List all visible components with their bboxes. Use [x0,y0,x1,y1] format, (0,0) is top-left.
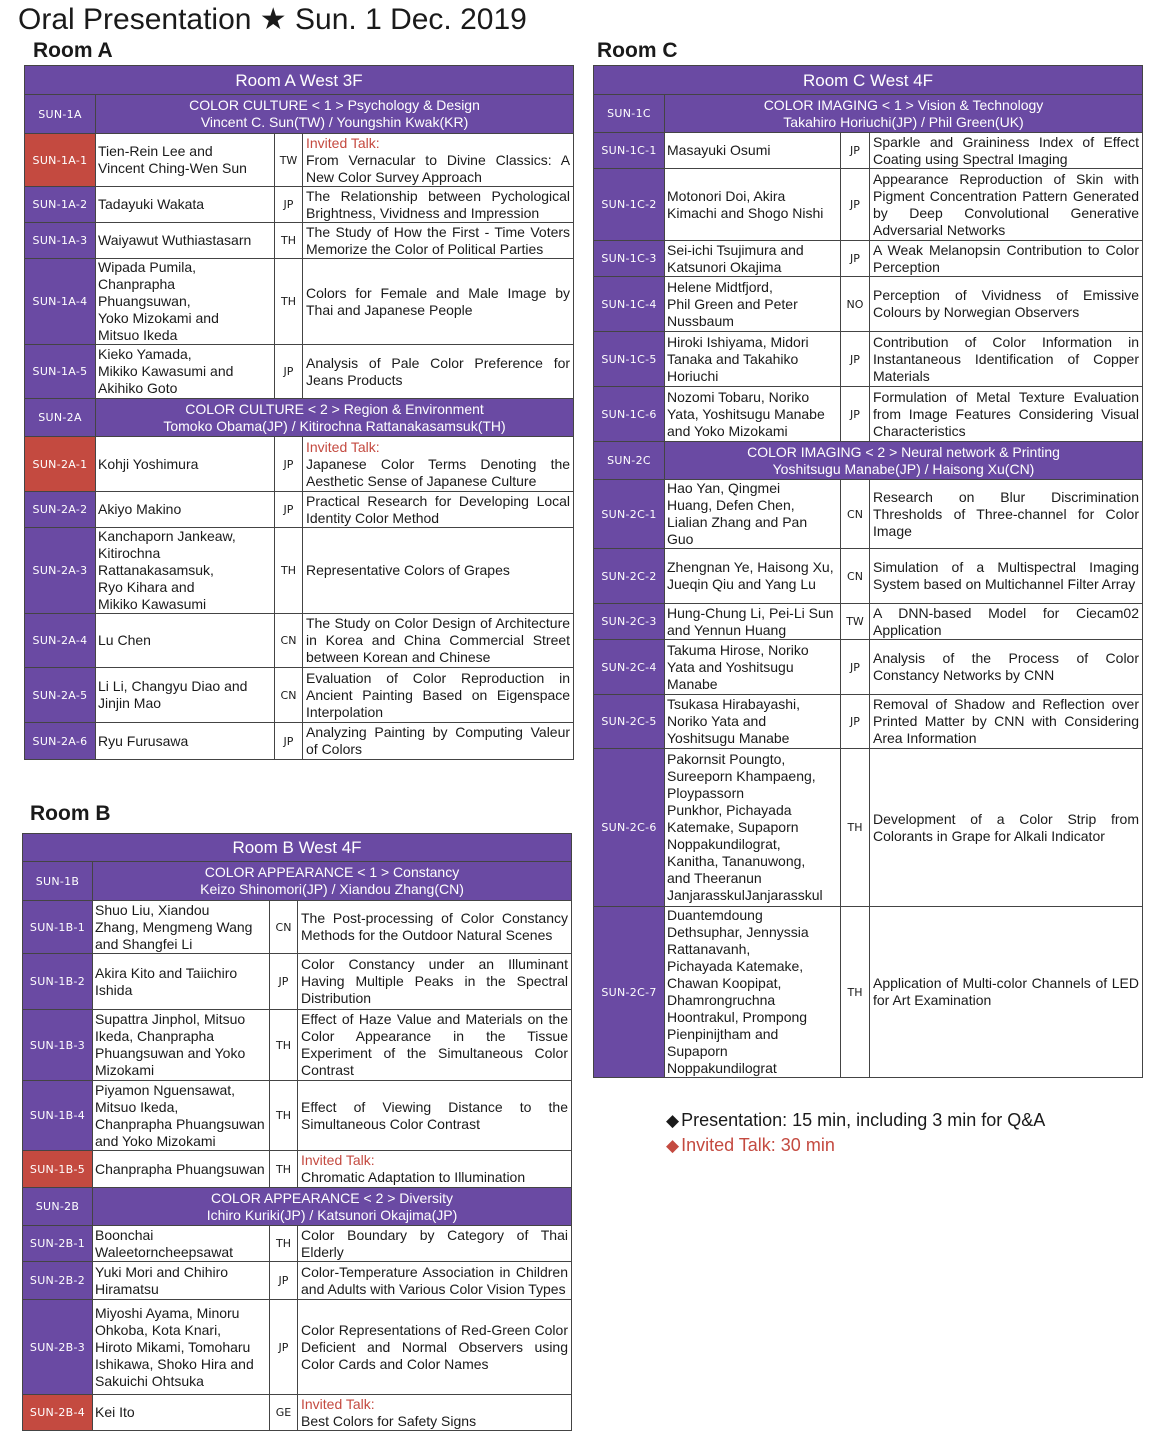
paper-country: TH [270,1151,298,1188]
paper-row [23,1010,572,1081]
paper-title: Colors for Female and Male Image by Thai and Japanese People [306,284,571,318]
paper-row [25,614,574,668]
invited-talk-label: Invited Talk: [301,1152,375,1168]
paper-code: SUN-1B-4 [23,1081,93,1151]
room-header-row [25,66,574,95]
paper-title-cell [303,223,574,259]
paper-country: GE [270,1395,298,1431]
paper-title-cell [870,695,1143,749]
paper-title-cell [870,169,1143,241]
paper-authors: Boonchai Waleetorncheepsawat [93,1226,270,1262]
session-code: SUN-1B [23,862,93,901]
paper-authors: Tadayuki Wakata [96,187,275,223]
paper-code: SUN-1A-5 [25,345,96,399]
paper-row [25,223,574,259]
paper-country: JP [841,695,870,749]
paper-title: Removal of Shadow and Reflection over Printed Matter by CNN with Considering Area Information [873,696,1139,746]
paper-authors: Masayuki Osumi [665,133,841,169]
invited-talk-label: Invited Talk: [306,438,380,455]
paper-row [594,604,1143,640]
paper-row [594,332,1143,387]
paper-title-cell [303,528,574,614]
paper-title-cell [303,723,574,760]
paper-country: TW [841,604,870,640]
paper-title-cell [298,1300,572,1395]
session-code: SUN-2C [594,442,665,480]
paper-code: SUN-2A-3 [25,528,96,614]
session-header-row [25,95,574,134]
paper-authors: Piyamon Nguensawat, Mitsuo Ikeda, Chanprapha Phuangsuwan and Yoko Mizokami [93,1081,270,1151]
paper-code: SUN-2B-1 [23,1226,93,1262]
paper-authors: Hao Yan, Qingmei Huang, Defen Chen, Lialian Zhang and Pan Guo [665,480,841,549]
paper-row [25,345,574,399]
paper-country: JP [275,723,303,760]
session-title: COLOR CULTURE < 2 > Region & Environment [185,400,484,417]
paper-country: JP [841,332,870,387]
paper-code: SUN-1A-1 [25,134,96,187]
paper-authors: Li Li, Changyu Diao and Jinjin Mao [96,668,275,723]
paper-title-cell [298,954,572,1010]
session-title-cell [96,399,574,437]
paper-row [594,277,1143,332]
paper-title-cell [870,549,1143,604]
paper-title-cell [303,187,574,223]
paper-code: SUN-1C-4 [594,277,665,332]
paper-code: SUN-2C-7 [594,907,665,1078]
paper-country: JP [275,345,303,399]
session-code: SUN-1C [594,95,665,133]
paper-row [25,134,574,187]
paper-row [23,901,572,954]
paper-authors: Duantemdoung Dethsuphar, Jennyssia Rattanavanh, Pichayada Katemake, Chawan Koopipat, Dhamrongruchna Hoontrakul, Prompong Pienpinijtham and Supaporn Noppakundilograt [665,907,841,1078]
paper-code: SUN-2A-1 [25,437,96,492]
paper-title: The Study on Color Design of Architecture in Korea and China Commercial Street between Korean and Chinese [306,615,571,665]
paper-authors: Shuo Liu, Xiandou Zhang, Mengmeng Wang and Shangfei Li [93,901,270,954]
paper-country: TH [270,1081,298,1151]
session-header-row [594,442,1143,480]
diamond-icon: ◆ [666,1136,680,1155]
paper-title: Appearance Reproduction of Skin with Pigment Concentration Pattern Generated by Deep Convolutional Generative Adversarial Networks [873,170,1139,238]
paper-code: SUN-1B-3 [23,1010,93,1081]
session-title-cell [96,95,574,134]
paper-title: Analysis of Pale Color Preference for Jeans Products [306,354,571,388]
paper-title-cell [870,907,1143,1078]
paper-title-cell [298,901,572,954]
session-header-row [23,1188,572,1226]
paper-country: JP [270,954,298,1010]
paper-title-cell [303,345,574,399]
paper-code: SUN-1B-5 [23,1151,93,1188]
paper-title-cell [870,133,1143,169]
paper-authors: Yuki Mori and Chihiro Hiramatsu [93,1262,270,1300]
room-b-heading: Room B [30,802,111,825]
session-chairs: Ichiro Kuriki(JP) / Katsunori Okajima(JP) [206,1206,458,1223]
paper-row [594,549,1143,604]
paper-title: Practical Research for Developing Local Identity Color Method [306,492,571,526]
paper-row [25,528,574,614]
paper-title: Chromatic Adaptation to Illumination [301,1169,526,1185]
paper-country: TH [270,1010,298,1081]
paper-country: JP [270,1300,298,1395]
paper-country: JP [841,133,870,169]
paper-authors: Takuma Hirose, Noriko Yata and Yoshitsugu Manabe [665,640,841,695]
paper-authors: Supattra Jinphol, Mitsuo Ikeda, Chanprapha Phuangsuwan and Yoko Mizokami [93,1010,270,1081]
paper-authors: Chanprapha Phuangsuwan [93,1151,270,1188]
paper-authors: Zhengnan Ye, Haisong Xu, Jueqin Qiu and Yang Lu [665,549,841,604]
paper-title: Color-Temperature Association in Children and Adults with Various Color Vision Types [301,1263,568,1297]
session-code: SUN-1A [25,95,96,134]
invited-talk-label: Invited Talk: [301,1395,375,1412]
paper-country: TH [841,907,870,1078]
paper-authors: Wipada Pumila, Chanprapha Phuangsuwan, Yoko Mizokami and Mitsuo Ikeda [96,259,275,345]
paper-row [23,1081,572,1151]
paper-row [25,723,574,760]
paper-code: SUN-2A-4 [25,614,96,668]
paper-country: NO [841,277,870,332]
paper-authors: Waiyawut Wuthiastasarn [96,223,275,259]
paper-code: SUN-2A-2 [25,492,96,528]
paper-title-cell [303,492,574,528]
paper-row [594,133,1143,169]
room-header: Room B West 4F [23,834,572,862]
paper-country: TH [275,259,303,345]
paper-row [594,907,1143,1078]
paper-country: TH [270,1226,298,1262]
paper-title-cell [298,1151,572,1188]
session-header-row [23,862,572,901]
room-header-row [594,66,1143,95]
room-c-heading: Room C [597,39,678,62]
paper-title: Japanese Color Terms Denoting the Aesthetic Sense of Japanese Culture [306,455,571,489]
paper-title-cell [870,604,1143,640]
paper-code: SUN-1C-3 [594,241,665,277]
paper-title-cell [298,1226,572,1262]
room-header: Room A West 3F [25,66,574,95]
paper-code: SUN-2B-4 [23,1395,93,1431]
paper-row [25,437,574,492]
paper-title: Development of a Color Strip from Colorants in Grape for Alkali Indicator [873,810,1139,844]
room-c-schedule-table [593,65,1143,1078]
session-code: SUN-2A [25,399,96,437]
room-header: Room C West 4F [594,66,1143,95]
paper-code: SUN-1A-2 [25,187,96,223]
paper-title: Color Representations of Red-Green Color Deficient and Normal Observers using Color Cards and Color Names [301,1321,568,1372]
paper-code: SUN-2C-1 [594,480,665,549]
paper-code: SUN-1C-2 [594,169,665,241]
session-title: COLOR CULTURE < 1 > Psychology & Design [189,97,480,113]
paper-title-cell [870,387,1143,442]
paper-title-cell [298,1010,572,1081]
paper-authors: Helene Midtfjord, Phil Green and Peter Nussbaum [665,277,841,332]
legend-presentation [666,1110,1045,1131]
paper-title-cell [870,241,1143,277]
paper-country: JP [841,640,870,695]
session-chairs: Vincent C. Sun(TW) / Youngshin Kwak(KR) [200,114,469,130]
paper-row [594,241,1143,277]
paper-authors: Lu Chen [96,614,275,668]
session-title-cell [93,862,572,901]
paper-code: SUN-1C-1 [594,133,665,169]
paper-country: CN [841,549,870,604]
session-title-cell [93,1188,572,1226]
paper-title-cell [303,259,574,345]
paper-title: Perception of Vividness of Emissive Colours by Norwegian Observers [873,287,1139,320]
paper-country: JP [841,241,870,277]
paper-title-cell [303,668,574,723]
paper-code: SUN-1A-3 [25,223,96,259]
paper-title-cell [870,640,1143,695]
session-title-cell [665,95,1143,133]
paper-title: A Weak Melanopsin Contribution to Color Perception [873,241,1139,275]
paper-country: TW [275,134,303,187]
paper-code: SUN-2A-5 [25,668,96,723]
paper-authors: Kohji Yoshimura [96,437,275,492]
paper-authors: Pakornsit Poungto, Sureeporn Khampaeng, Ploypassorn Punkhor, Pichayada Katemake, Supaporn Noppakundilograt, Kanitha, Tananuwong, and Theeranun JanjarasskulJanjarasskul [665,749,841,907]
room-a-schedule-table [24,65,574,760]
paper-row [594,695,1143,749]
session-title: COLOR APPEARANCE < 2 > Diversity [211,1189,453,1206]
paper-title: Application of Multi-color Channels of LED for Art Examination [873,975,1139,1008]
paper-code: SUN-1B-2 [23,954,93,1010]
room-header-row [23,834,572,862]
paper-authors: Akiyo Makino [96,492,275,528]
paper-row [594,169,1143,241]
paper-title-cell [870,480,1143,549]
paper-country: JP [275,437,303,492]
paper-authors: Akira Kito and Taiichiro Ishida [93,954,270,1010]
session-chairs: Takahiro Horiuchi(JP) / Phil Green(UK) [783,113,1024,130]
page-title: Oral Presentation ★ Sun. 1 Dec. 2019 [18,3,527,36]
session-header-row [594,95,1143,133]
paper-row [23,1151,572,1188]
paper-authors: Tsukasa Hirabayashi, Noriko Yata and Yoshitsugu Manabe [665,695,841,749]
paper-title: The Relationship between Pychological Brightness, Vividness and Impression [306,187,571,221]
session-chairs: Tomoko Obama(JP) / Kitirochna Rattanakasamsuk(TH) [163,417,506,434]
paper-country: JP [841,387,870,442]
paper-title: A DNN-based Model for Ciecam02 Application [873,604,1139,638]
paper-title-cell [298,1262,572,1300]
paper-code: SUN-1B-1 [23,901,93,954]
paper-country: CN [275,668,303,723]
paper-row [25,668,574,723]
paper-row [594,387,1143,442]
paper-title: Evaluation of Color Reproduction in Ancient Painting Based on Eigenspace Interpolation [306,669,571,720]
paper-code: SUN-2A-6 [25,723,96,760]
legend-invited-text: Invited Talk: 30 min [681,1135,835,1155]
paper-code: SUN-1C-6 [594,387,665,442]
paper-title: Contribution of Color Information in Instantaneous Identification of Copper Materials [873,333,1139,384]
paper-title: Representative Colors of Grapes [306,562,510,578]
paper-title: The Study of How the First - Time Voters Memorize the Color of Political Parties [306,223,571,257]
paper-row [25,187,574,223]
paper-code: SUN-2B-3 [23,1300,93,1395]
paper-title-cell [303,614,574,668]
paper-row [594,749,1143,907]
paper-title: Research on Blur Discrimination Thresholds of Three-channel for Color Image [873,488,1139,539]
paper-title: Best Colors for Safety Signs [301,1412,477,1429]
paper-code: SUN-2B-2 [23,1262,93,1300]
paper-title: Effect of Viewing Distance to the Simultaneous Color Contrast [301,1098,568,1132]
session-title: COLOR IMAGING < 2 > Neural network & Printing [747,443,1060,460]
paper-title: Simulation of a Multispectral Imaging System based on Multichannel Filter Array [873,559,1139,592]
paper-authors: Sei-ichi Tsujimura and Katsunori Okajima [665,241,841,277]
paper-title-cell [298,1395,572,1431]
session-title-cell [665,442,1143,480]
paper-row [23,954,572,1010]
paper-code: SUN-2C-4 [594,640,665,695]
paper-code: SUN-1C-5 [594,332,665,387]
invited-talk-label: Invited Talk: [306,134,380,151]
paper-title-cell [870,277,1143,332]
paper-country: JP [275,492,303,528]
paper-country: CN [270,901,298,954]
paper-authors: Ryu Furusawa [96,723,275,760]
paper-country: TH [275,223,303,259]
paper-row [594,480,1143,549]
paper-authors: Hiroki Ishiyama, Midori Tanaka and Takahiko Horiuchi [665,332,841,387]
paper-title: Color Boundary by Category of Thai Elderly [301,1226,568,1260]
session-title: COLOR IMAGING < 1 > Vision & Technology [763,96,1044,113]
session-title: COLOR APPEARANCE < 1 > Constancy [204,864,460,880]
paper-country: TH [841,749,870,907]
paper-country: JP [270,1262,298,1300]
paper-authors: Kei Ito [93,1395,270,1431]
paper-authors: Tien-Rein Lee and Vincent Ching-Wen Sun [96,134,275,187]
paper-title-cell [303,134,574,187]
paper-title: Effect of Haze Value and Materials on the Color Appearance in the Tissue Experiment of the Simultaneous Color Contrast [301,1011,568,1078]
paper-title: Analysis of the Process of Color Constancy Networks by CNN [873,650,1139,683]
paper-code: SUN-2C-6 [594,749,665,907]
session-header-row [25,399,574,437]
paper-authors: Kanchaporn Jankeaw, Kitirochna Rattanakasamsuk, Ryo Kihara and Mikiko Kawasumi [96,528,275,614]
paper-row [23,1262,572,1300]
paper-title: Formulation of Metal Texture Evaluation from Image Features Considering Visual Characteristics [873,388,1139,439]
diamond-icon: ◆ [666,1111,680,1130]
legend-presentation-text: Presentation: 15 min, including 3 min for Q&A [681,1110,1046,1130]
paper-row [23,1300,572,1395]
room-b-schedule-table [22,833,572,1431]
paper-row [23,1226,572,1262]
paper-row [23,1395,572,1431]
paper-title: Color Constancy under an Illuminant Having Multiple Peaks in the Spectral Distribution [301,956,568,1006]
paper-authors: Nozomi Tobaru, Noriko Yata, Yoshitsugu Manabe and Yoko Mizokami [665,387,841,442]
paper-row [25,259,574,345]
paper-row [594,640,1143,695]
room-a-heading: Room A [33,39,113,62]
paper-code: SUN-2C-2 [594,549,665,604]
paper-title-cell [870,749,1143,907]
paper-code: SUN-1A-4 [25,259,96,345]
paper-title: From Vernacular to Divine Classics: A New Color Survey Approach [306,151,571,185]
paper-title: Analyzing Painting by Computing Valeur of Colors [306,724,571,757]
paper-country: TH [275,528,303,614]
paper-title: Sparkle and Graininess Index of Effect Coating using Spectral Imaging [873,133,1139,167]
paper-title-cell [870,332,1143,387]
session-chairs: Yoshitsugu Manabe(JP) / Haisong Xu(CN) [772,460,1035,477]
paper-country: CN [841,480,870,549]
paper-row [25,492,574,528]
session-chairs: Keizo Shinomori(JP) / Xiandou Zhang(CN) [200,881,464,897]
paper-title-cell [303,437,574,492]
paper-title-cell [298,1081,572,1151]
paper-code: SUN-2C-3 [594,604,665,640]
paper-authors: Kieko Yamada, Mikiko Kawasumi and Akihiko Goto [96,345,275,399]
session-code: SUN-2B [23,1188,93,1226]
paper-code: SUN-2C-5 [594,695,665,749]
paper-authors: Hung-Chung Li, Pei-Li Sun and Yennun Huang [665,604,841,640]
legend-invited [666,1135,835,1156]
paper-title: The Post-processing of Color Constancy Methods for the Outdoor Natural Scenes [301,910,568,943]
paper-authors: Motonori Doi, Akira Kimachi and Shogo Nishi [665,169,841,241]
paper-country: JP [841,169,870,241]
paper-country: JP [275,187,303,223]
paper-authors: Miyoshi Ayama, Minoru Ohkoba, Kota Knari, Hiroto Mikami, Tomoharu Ishikawa, Shoko Hira and Sakuichi Ohtsuka [93,1300,270,1395]
paper-country: CN [275,614,303,668]
